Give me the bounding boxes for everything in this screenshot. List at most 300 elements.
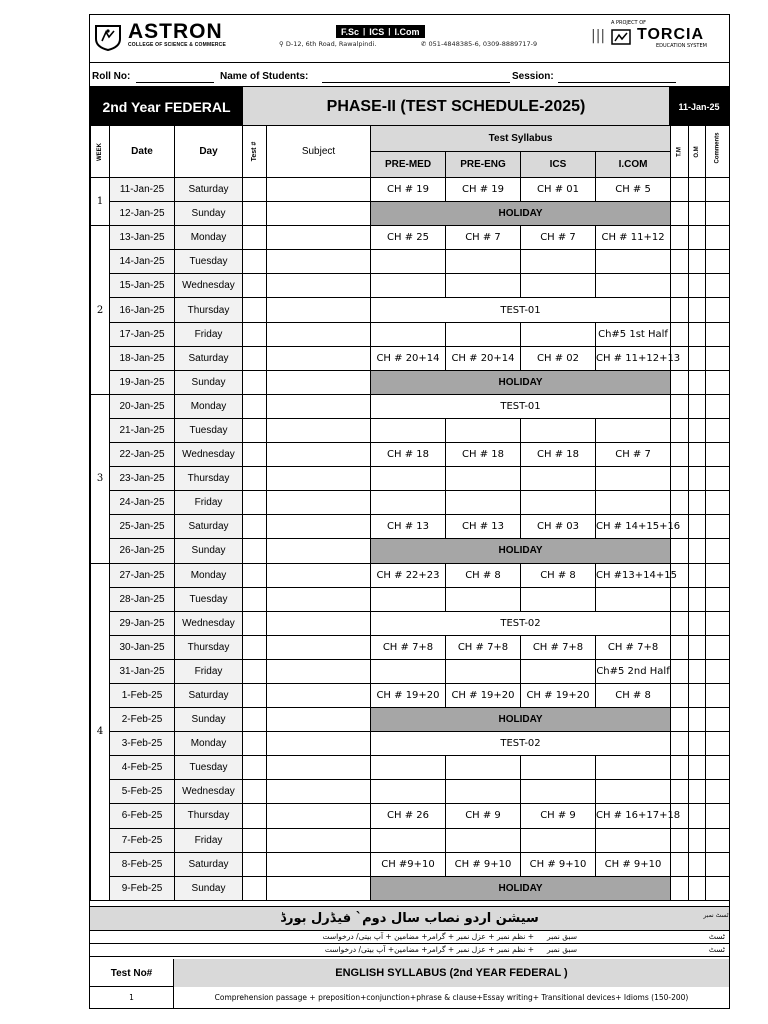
program-ics: ICS (369, 26, 385, 37)
table-row (91, 635, 730, 659)
day-cell: Monday (175, 563, 243, 587)
date-cell: 14-Jan-25 (110, 250, 175, 274)
subject-cell (267, 515, 371, 539)
date-cell: 16-Jan-25 (110, 298, 175, 322)
om-cell (689, 852, 706, 876)
om-header: O.M (689, 126, 706, 178)
week-header: WEEK (91, 126, 110, 178)
subject-cell (267, 346, 371, 370)
comments-cell (706, 394, 730, 418)
address-text: D-12, 6th Road, Rawalpindi. (285, 40, 377, 48)
table-row (91, 876, 730, 900)
premed-cell: CH # 13 (371, 515, 446, 539)
icom-cell: CH # 11+12 (596, 226, 671, 250)
english-syllabus-row (90, 987, 729, 1008)
day-cell: Sunday (175, 202, 243, 226)
om-cell (689, 708, 706, 732)
table-row (91, 322, 730, 346)
test-no-column-header: Test No# (90, 959, 174, 987)
om-cell (689, 274, 706, 298)
subject-cell (267, 852, 371, 876)
test-no-cell (243, 274, 267, 298)
ics-cell (521, 780, 596, 804)
subject-cell (267, 611, 371, 635)
day-cell: Sunday (175, 876, 243, 900)
table-row (91, 708, 730, 732)
syllabus-header: Test Syllabus (371, 126, 671, 152)
table-row (91, 756, 730, 780)
premed-cell (371, 491, 446, 515)
icom-cell: CH # 5 (596, 178, 671, 202)
partner-subtitle: EDUCATION SYSTEM (656, 43, 707, 49)
comments-cell (706, 298, 730, 322)
day-cell: Sunday (175, 539, 243, 563)
om-cell (689, 804, 706, 828)
class-title: 2nd Year FEDERAL (90, 87, 243, 126)
table-row (91, 226, 730, 250)
icom-cell: CH # 7+8 (596, 635, 671, 659)
subject-header: Subject (267, 126, 371, 178)
comments-cell (706, 467, 730, 491)
date-cell: 30-Jan-25 (110, 635, 175, 659)
icom-cell (596, 274, 671, 298)
subject-cell (267, 563, 371, 587)
tm-cell (671, 659, 689, 683)
subject-cell (267, 322, 371, 346)
ics-cell (521, 587, 596, 611)
ics-cell (521, 491, 596, 515)
ics-cell (521, 828, 596, 852)
english-test-no: 1 (90, 987, 174, 1008)
premed-cell: CH #9+10 (371, 852, 446, 876)
subject-cell (267, 708, 371, 732)
preeng-header: PRE-ENG (446, 152, 521, 178)
om-cell (689, 780, 706, 804)
icom-cell: Ch#5 1st Half (596, 322, 671, 346)
urdu-row-2-lesson: سبق نمبر (546, 945, 577, 954)
test-no-cell (243, 876, 267, 900)
comments-cell (706, 563, 730, 587)
test-no-cell (243, 852, 267, 876)
subject-cell (267, 226, 371, 250)
preeng-cell: CH # 13 (446, 515, 521, 539)
om-cell (689, 563, 706, 587)
table-row (91, 539, 730, 563)
comments-cell (706, 587, 730, 611)
phone (421, 40, 537, 48)
schedule-date: 11-Jan-25 (669, 87, 729, 126)
english-syllabus-header (90, 959, 729, 987)
premed-cell (371, 828, 446, 852)
date-cell: 1-Feb-25 (110, 683, 175, 707)
test-no-cell (243, 370, 267, 394)
day-cell: Wednesday (175, 611, 243, 635)
icom-cell: CH # 11+12+13 (596, 346, 671, 370)
comments-cell (706, 828, 730, 852)
preeng-cell (446, 828, 521, 852)
om-cell (689, 250, 706, 274)
test-no-cell (243, 322, 267, 346)
date-cell: 6-Feb-25 (110, 804, 175, 828)
tm-cell (671, 876, 689, 900)
test-no-cell (243, 418, 267, 442)
comments-cell (706, 250, 730, 274)
table-row (91, 394, 730, 418)
om-cell (689, 443, 706, 467)
test-no-cell (243, 732, 267, 756)
title-bar (90, 86, 729, 126)
om-cell (689, 491, 706, 515)
date-cell: 22-Jan-25 (110, 443, 175, 467)
table-row (91, 346, 730, 370)
table-row (91, 467, 730, 491)
om-cell (689, 539, 706, 563)
ics-cell (521, 467, 596, 491)
astron-logo-icon (94, 23, 122, 51)
om-cell (689, 418, 706, 442)
phone-text: 051-4848385-6, 0309-8889717-9 (428, 40, 538, 48)
name-line (322, 82, 510, 83)
premed-cell: CH # 25 (371, 226, 446, 250)
urdu-row-2-tag: ٹسٹ (708, 945, 725, 954)
ics-cell (521, 418, 596, 442)
preeng-cell: CH # 7 (446, 226, 521, 250)
ics-cell: CH # 8 (521, 563, 596, 587)
subject-cell (267, 828, 371, 852)
preeng-cell: CH # 9+10 (446, 852, 521, 876)
table-row (91, 274, 730, 298)
day-cell: Tuesday (175, 587, 243, 611)
ics-cell (521, 322, 596, 346)
subject-cell (267, 394, 371, 418)
test-no-cell (243, 491, 267, 515)
tm-cell (671, 298, 689, 322)
om-cell (689, 515, 706, 539)
icom-cell (596, 418, 671, 442)
tm-cell (671, 394, 689, 418)
roll-no-label: Roll No: (92, 71, 131, 82)
tm-cell (671, 418, 689, 442)
preeng-cell: CH # 18 (446, 443, 521, 467)
comments-cell (706, 852, 730, 876)
roll-no-line (136, 82, 214, 83)
ics-cell: CH # 03 (521, 515, 596, 539)
test-no-cell (243, 563, 267, 587)
test-no-cell (243, 587, 267, 611)
tm-cell (671, 780, 689, 804)
preeng-cell: CH # 20+14 (446, 346, 521, 370)
om-cell (689, 202, 706, 226)
date-cell: 31-Jan-25 (110, 659, 175, 683)
urdu-test-no-label: ٹسٹ نمبر (703, 912, 729, 919)
schedule-sheet (89, 14, 730, 1009)
urdu-row-1-syllabus: + نظم نمبر + عزل نمبر + گرامر+ مضامین + آپ بیتی/ درخواست (322, 932, 534, 941)
day-cell: Monday (175, 394, 243, 418)
tm-cell (671, 274, 689, 298)
subject-cell (267, 683, 371, 707)
schedule-title: PHASE-II (TEST SCHEDULE-2025) (243, 87, 669, 126)
subject-cell (267, 491, 371, 515)
premed-cell (371, 659, 446, 683)
icom-cell: CH # 8 (596, 683, 671, 707)
preeng-cell (446, 418, 521, 442)
table-row (91, 828, 730, 852)
phone-icon: ✆ (421, 40, 427, 48)
comments-header: Comments (706, 126, 730, 178)
week-number: 3 (91, 394, 110, 563)
table-row (91, 491, 730, 515)
separator: | (388, 27, 391, 36)
comments-cell (706, 756, 730, 780)
urdu-row-1-tag: ٹسٹ (708, 932, 725, 941)
day-cell: Saturday (175, 852, 243, 876)
premed-cell (371, 467, 446, 491)
om-cell (689, 298, 706, 322)
test-no-cell (243, 178, 267, 202)
icom-cell: CH # 9+10 (596, 852, 671, 876)
date-cell: 23-Jan-25 (110, 467, 175, 491)
student-fields (90, 65, 729, 86)
date-cell: 26-Jan-25 (110, 539, 175, 563)
om-cell (689, 611, 706, 635)
tm-cell (671, 828, 689, 852)
ics-cell: CH # 9 (521, 804, 596, 828)
preeng-cell (446, 322, 521, 346)
subject-cell (267, 250, 371, 274)
subject-cell (267, 804, 371, 828)
tm-cell (671, 226, 689, 250)
tm-header: T.M (671, 126, 689, 178)
om-cell (689, 659, 706, 683)
subject-cell (267, 587, 371, 611)
comments-cell (706, 611, 730, 635)
date-cell: 20-Jan-25 (110, 394, 175, 418)
table-row (91, 587, 730, 611)
om-cell (689, 226, 706, 250)
day-cell: Sunday (175, 370, 243, 394)
subject-cell (267, 876, 371, 900)
date-cell: 29-Jan-25 (110, 611, 175, 635)
test-no-cell (243, 443, 267, 467)
premed-cell (371, 322, 446, 346)
comments-cell (706, 491, 730, 515)
day-cell: Monday (175, 732, 243, 756)
om-cell (689, 178, 706, 202)
tm-cell (671, 178, 689, 202)
test-no-cell (243, 250, 267, 274)
date-cell: 5-Feb-25 (110, 780, 175, 804)
day-cell: Monday (175, 226, 243, 250)
table-row (91, 683, 730, 707)
comments-cell (706, 274, 730, 298)
table-row (91, 852, 730, 876)
address (279, 40, 376, 48)
ics-cell: CH # 7 (521, 226, 596, 250)
comments-cell (706, 539, 730, 563)
subject-cell (267, 202, 371, 226)
subject-cell (267, 635, 371, 659)
holiday-cell: HOLIDAY (371, 370, 671, 394)
premed-cell (371, 274, 446, 298)
date-cell: 18-Jan-25 (110, 346, 175, 370)
divider-icon: ||| (591, 28, 606, 44)
comments-cell (706, 443, 730, 467)
date-cell: 25-Jan-25 (110, 515, 175, 539)
urdu-title-text: سیشن اردو نصاب سال دوم` فیڈرل بورڈ (280, 911, 539, 926)
subject-cell (267, 539, 371, 563)
date-cell: 15-Jan-25 (110, 274, 175, 298)
table-row (91, 515, 730, 539)
ics-cell (521, 274, 596, 298)
week-number: 1 (91, 178, 110, 226)
premed-cell (371, 587, 446, 611)
icom-cell (596, 250, 671, 274)
preeng-cell (446, 780, 521, 804)
tm-cell (671, 732, 689, 756)
premed-cell (371, 756, 446, 780)
comments-cell (706, 780, 730, 804)
test-no-cell (243, 298, 267, 322)
day-cell: Saturday (175, 346, 243, 370)
tm-cell (671, 539, 689, 563)
test-cell: TEST-02 (371, 611, 671, 635)
subject-cell (267, 732, 371, 756)
preeng-cell: CH # 19 (446, 178, 521, 202)
day-cell: Tuesday (175, 250, 243, 274)
english-syllabus-text: Comprehension passage + preposition+conjunction+phrase & clause+Essay writing+ Transitional devices+ Idioms (150-200) (214, 993, 689, 1002)
day-cell: Wednesday (175, 780, 243, 804)
icom-cell (596, 467, 671, 491)
test-no-cell (243, 394, 267, 418)
test-cell: TEST-01 (371, 394, 671, 418)
premed-cell: CH # 26 (371, 804, 446, 828)
ics-cell (521, 756, 596, 780)
test-no-cell (243, 756, 267, 780)
day-cell: Friday (175, 322, 243, 346)
icom-cell: CH # 16+17+18 (596, 804, 671, 828)
tm-cell (671, 322, 689, 346)
comments-cell (706, 322, 730, 346)
preeng-cell (446, 467, 521, 491)
tm-cell (671, 852, 689, 876)
test-no-cell (243, 683, 267, 707)
subject-cell (267, 659, 371, 683)
tm-cell (671, 683, 689, 707)
table-row (91, 443, 730, 467)
icom-cell (596, 491, 671, 515)
ics-cell: CH # 01 (521, 178, 596, 202)
tm-cell (671, 202, 689, 226)
test-no-cell (243, 780, 267, 804)
tm-cell (671, 491, 689, 515)
ics-cell: CH # 18 (521, 443, 596, 467)
table-row (91, 250, 730, 274)
preeng-cell (446, 587, 521, 611)
tm-cell (671, 611, 689, 635)
test-no-cell (243, 635, 267, 659)
day-cell: Saturday (175, 683, 243, 707)
holiday-cell: HOLIDAY (371, 539, 671, 563)
comments-cell (706, 708, 730, 732)
icom-cell: CH # 14+15+16 (596, 515, 671, 539)
ics-cell: CH # 9+10 (521, 852, 596, 876)
preeng-cell: CH # 19+20 (446, 683, 521, 707)
day-cell: Thursday (175, 635, 243, 659)
tm-cell (671, 443, 689, 467)
schedule-body (91, 178, 730, 901)
subject-cell (267, 756, 371, 780)
comments-cell (706, 515, 730, 539)
urdu-syllabus-title (90, 906, 729, 931)
day-cell: Saturday (175, 515, 243, 539)
week-number: 2 (91, 226, 110, 395)
tm-cell (671, 370, 689, 394)
date-cell: 27-Jan-25 (110, 563, 175, 587)
day-cell: Sunday (175, 708, 243, 732)
day-header: Day (175, 126, 243, 178)
comments-cell (706, 418, 730, 442)
comments-cell (706, 346, 730, 370)
preeng-cell: CH # 7+8 (446, 635, 521, 659)
table-row (91, 659, 730, 683)
day-cell: Thursday (175, 298, 243, 322)
premed-cell (371, 780, 446, 804)
schedule-table (90, 125, 730, 901)
icom-cell: CH # 7 (596, 443, 671, 467)
icom-cell: Ch#5 2nd Half (596, 659, 671, 683)
day-cell: Friday (175, 491, 243, 515)
holiday-cell: HOLIDAY (371, 876, 671, 900)
name-label: Name of Students: (220, 71, 309, 82)
subject-cell (267, 418, 371, 442)
test-no-cell (243, 467, 267, 491)
icom-cell (596, 756, 671, 780)
subject-cell (267, 178, 371, 202)
table-row (91, 298, 730, 322)
comments-cell (706, 804, 730, 828)
ics-cell (521, 250, 596, 274)
table-row (91, 178, 730, 202)
om-cell (689, 756, 706, 780)
icom-cell: CH #13+14+15 (596, 563, 671, 587)
subject-cell (267, 780, 371, 804)
date-cell: 21-Jan-25 (110, 418, 175, 442)
day-cell: Saturday (175, 178, 243, 202)
program-icom: I.Com (394, 26, 420, 37)
day-cell: Thursday (175, 467, 243, 491)
ics-cell (521, 659, 596, 683)
premed-cell (371, 250, 446, 274)
urdu-row-2 (90, 944, 729, 957)
ics-cell: CH # 02 (521, 346, 596, 370)
tm-cell (671, 467, 689, 491)
session-label: Session: (512, 71, 554, 82)
premed-header: PRE-MED (371, 152, 446, 178)
ics-cell: CH # 7+8 (521, 635, 596, 659)
table-row (91, 563, 730, 587)
letterhead (90, 15, 729, 63)
day-cell: Wednesday (175, 274, 243, 298)
date-cell: 17-Jan-25 (110, 322, 175, 346)
premed-cell: CH # 19+20 (371, 683, 446, 707)
icom-cell (596, 780, 671, 804)
icom-cell (596, 587, 671, 611)
preeng-cell (446, 659, 521, 683)
table-row (91, 202, 730, 226)
table-row (91, 611, 730, 635)
day-cell: Tuesday (175, 756, 243, 780)
day-cell: Friday (175, 659, 243, 683)
